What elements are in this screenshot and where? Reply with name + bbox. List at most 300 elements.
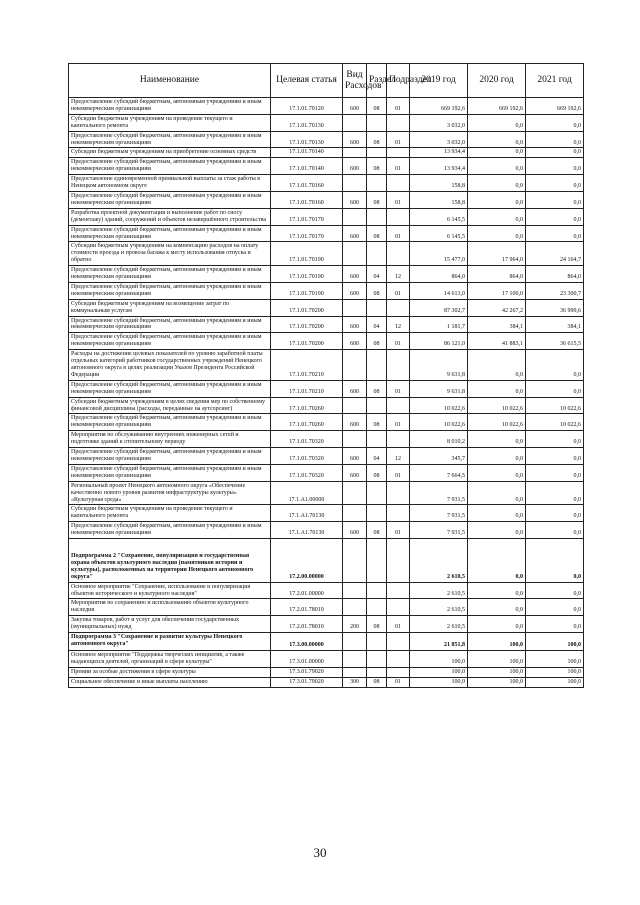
row-expense-type (343, 175, 367, 192)
row-value-2020: 17 964,0 (468, 242, 526, 266)
row-section (367, 582, 387, 599)
row-name: Субсидии бюджетным учреждениям в целях сведения мер по собственному финансовой дисциплины (расходы, переданные на аутсорсинг) (69, 397, 271, 414)
row-value-2021: 100,0 (526, 650, 584, 667)
row-value-2020: 0,0 (468, 350, 526, 381)
row-expense-type: 600 (343, 380, 367, 397)
row-subsection (387, 350, 410, 381)
table-row (69, 505, 584, 522)
row-subsection (387, 208, 410, 225)
row-target-article: 17.1.01.70200 (271, 316, 343, 333)
row-name: Субсидии бюджетным учреждениям на компенсацию расходов на оплату стоимости проезда и провоза багажа к месту использования отпуска и обратно (69, 242, 271, 266)
row-value-2019: 7 931,5 (410, 481, 468, 505)
row-value-2019: 10 022,6 (410, 414, 468, 431)
row-section (367, 242, 387, 266)
row-value-2021: 864,0 (526, 266, 584, 283)
table-row (69, 633, 584, 651)
row-value-2020: 100,0 (468, 667, 526, 677)
row-value-2021: 0,0 (526, 114, 584, 131)
row-value-2019: 864,0 (410, 266, 468, 283)
row-value-2019: 6 145,5 (410, 225, 468, 242)
row-value-2020: 0,0 (468, 539, 526, 583)
row-subsection: 01 (387, 522, 410, 539)
header-row (69, 64, 584, 98)
row-name: Разработка проектной документации и выполнение работ по сносу (демонтажу) зданий, сооружений и объектов незавершённого строительства (69, 208, 271, 225)
row-name: Мероприятия по обслуживанию внутренних инженерных сетей и подготовке зданий к отопительному периоду (69, 431, 271, 448)
table-row (69, 148, 584, 158)
row-target-article: 17.1.01.70170 (271, 225, 343, 242)
row-value-2021: 0,0 (526, 522, 584, 539)
row-name: Субсидии бюджетным учреждениям на проведение текущего и капитального ремонта (69, 114, 271, 131)
row-subsection (387, 650, 410, 667)
row-name: Подпрограмма 3 "Сохранение и развитие культуры Ненецкого автономного округа" (69, 633, 271, 651)
row-name: Субсидии бюджетным учреждениям на возмещение затрат по коммунальным услугам (69, 299, 271, 316)
row-value-2021: 0,0 (526, 175, 584, 192)
row-section: 08 (367, 464, 387, 481)
row-value-2020: 41 883,1 (468, 333, 526, 350)
row-value-2020: 864,0 (468, 266, 526, 283)
table-row (69, 266, 584, 283)
row-subsection (387, 481, 410, 505)
row-section: 08 (367, 414, 387, 431)
row-subsection (387, 431, 410, 448)
row-name: Основное мероприятие "Поддержка творческих инициатив, а также выдающихся деятелей, организаций в сфере культуры" (69, 650, 271, 667)
table-row (69, 114, 584, 131)
row-value-2021: 0,0 (526, 448, 584, 465)
row-value-2021: 0,0 (526, 616, 584, 633)
row-value-2021: 0,0 (526, 225, 584, 242)
row-subsection: 01 (387, 333, 410, 350)
row-section (367, 114, 387, 131)
row-expense-type (343, 397, 367, 414)
row-name: Закупка товаров, работ и услуг для обеспечения государственных (муниципальных) нужд (69, 616, 271, 633)
row-target-article: 17.1.01.70160 (271, 191, 343, 208)
row-expense-type (343, 299, 367, 316)
row-target-article: 17.1.01.70140 (271, 158, 343, 175)
row-value-2019: 669 192,6 (410, 98, 468, 115)
row-section: 08 (367, 522, 387, 539)
row-name: Подпрограмма 2 "Сохранение, популяризация и государственная охрана объектов культурного наследия (памятников истории и культуры), расположенных на территории Ненецкого автономного округа" (69, 539, 271, 583)
row-section (367, 175, 387, 192)
table-row (69, 380, 584, 397)
row-subsection: 01 (387, 616, 410, 633)
table-row (69, 539, 584, 583)
row-section (367, 397, 387, 414)
row-expense-type: 600 (343, 266, 367, 283)
row-name: Предоставление субсидий бюджетным, автономным учреждениям и иным некоммерческим организациям (69, 380, 271, 397)
row-value-2019: 7 931,5 (410, 522, 468, 539)
row-value-2020: 17 100,0 (468, 282, 526, 299)
row-value-2019: 100,0 (410, 667, 468, 677)
row-subsection: 12 (387, 316, 410, 333)
row-value-2021: 36 615,5 (526, 333, 584, 350)
row-subsection: 01 (387, 225, 410, 242)
row-value-2020: 0,0 (468, 158, 526, 175)
row-target-article: 17.1.01.70320 (271, 464, 343, 481)
row-value-2021: 0,0 (526, 464, 584, 481)
row-target-article: 17.1.01.70170 (271, 208, 343, 225)
row-value-2021: 0,0 (526, 380, 584, 397)
row-expense-type (343, 599, 367, 616)
budget-sheet (68, 63, 583, 688)
row-value-2020: 0,0 (468, 505, 526, 522)
row-subsection (387, 505, 410, 522)
row-value-2019: 7 664,5 (410, 464, 468, 481)
table-row (69, 677, 584, 687)
row-value-2020: 0,0 (468, 448, 526, 465)
row-value-2019: 100,0 (410, 650, 468, 667)
row-section (367, 667, 387, 677)
table-row (69, 599, 584, 616)
row-target-article: 17.3.01.00000 (271, 650, 343, 667)
row-value-2019: 158,8 (410, 175, 468, 192)
header-year-2020: 2020 год (468, 64, 526, 98)
row-value-2020: 0,0 (468, 191, 526, 208)
row-name: Расходы на достижение целевых показателей по уровню заработной платы отдельных категорий работников государственных учреждений Ненецкого автономного округа в целях реализации Указов Президента Российской Федерации (69, 350, 271, 381)
header-subsection: Подраздел (387, 64, 410, 98)
row-value-2019: 100,0 (410, 677, 468, 687)
row-value-2021: 0,0 (526, 599, 584, 616)
row-subsection (387, 299, 410, 316)
row-section: 08 (367, 131, 387, 148)
row-name: Премии за особые достижения в сфере культуры (69, 667, 271, 677)
row-value-2021: 0,0 (526, 539, 584, 583)
row-section: 04 (367, 316, 387, 333)
row-expense-type (343, 667, 367, 677)
row-value-2019: 158,8 (410, 191, 468, 208)
row-value-2020: 100,0 (468, 677, 526, 687)
row-name: Предоставление субсидий бюджетным, автономным учреждениям и иным некоммерческим организациям (69, 414, 271, 431)
row-name: Мероприятия по сохранению и использованию объектов культурного наследия (69, 599, 271, 616)
row-expense-type: 600 (343, 225, 367, 242)
row-value-2020: 42 267,2 (468, 299, 526, 316)
row-value-2019: 2 610,5 (410, 582, 468, 599)
row-expense-type (343, 582, 367, 599)
row-section: 08 (367, 616, 387, 633)
row-target-article: 17.1.01.70190 (271, 266, 343, 283)
row-value-2019: 13 934,4 (410, 158, 468, 175)
row-section: 08 (367, 380, 387, 397)
table-row (69, 616, 584, 633)
row-value-2021: 0,0 (526, 148, 584, 158)
row-section (367, 650, 387, 667)
row-subsection (387, 667, 410, 677)
row-subsection: 01 (387, 380, 410, 397)
row-expense-type: 600 (343, 191, 367, 208)
row-value-2021: 0,0 (526, 131, 584, 148)
row-section (367, 505, 387, 522)
table-row (69, 464, 584, 481)
row-value-2019: 8 010,2 (410, 431, 468, 448)
row-section: 04 (367, 266, 387, 283)
row-value-2019: 9 631,8 (410, 380, 468, 397)
row-section: 08 (367, 333, 387, 350)
row-value-2021: 0,0 (526, 582, 584, 599)
row-section: 08 (367, 158, 387, 175)
table-row (69, 448, 584, 465)
row-expense-type (343, 242, 367, 266)
row-target-article: 17.1.01.70210 (271, 380, 343, 397)
row-value-2021: 669 192,6 (526, 98, 584, 115)
row-section (367, 350, 387, 381)
row-value-2020: 0,0 (468, 599, 526, 616)
row-subsection: 01 (387, 158, 410, 175)
table-row (69, 191, 584, 208)
table-row (69, 158, 584, 175)
row-value-2021: 36 999,6 (526, 299, 584, 316)
row-value-2021: 100,0 (526, 677, 584, 687)
row-value-2019: 2 610,5 (410, 539, 468, 583)
row-name: Субсидии бюджетным учреждениям на приобретение основных средств (69, 148, 271, 158)
row-section: 08 (367, 677, 387, 687)
row-value-2019: 7 931,5 (410, 505, 468, 522)
table-row (69, 333, 584, 350)
row-subsection (387, 582, 410, 599)
row-value-2020: 0,0 (468, 114, 526, 131)
header-name: Наименование (69, 64, 271, 98)
row-section (367, 539, 387, 583)
row-subsection (387, 397, 410, 414)
row-value-2020: 0,0 (468, 208, 526, 225)
table-row (69, 582, 584, 599)
row-subsection (387, 114, 410, 131)
row-subsection: 01 (387, 191, 410, 208)
row-expense-type: 600 (343, 414, 367, 431)
row-name: Предоставление субсидий бюджетным, автономным учреждениям и иным некоммерческим организациям (69, 225, 271, 242)
row-target-article: 17.1.01.70260 (271, 397, 343, 414)
row-target-article: 17.1.A1.70130 (271, 505, 343, 522)
row-value-2019: 9 631,8 (410, 350, 468, 381)
row-target-article: 17.2.01.78010 (271, 616, 343, 633)
row-section (367, 481, 387, 505)
row-name: Предоставление субсидий бюджетным, автономным учреждениям и иным некоммерческим организациям (69, 158, 271, 175)
row-name: Предоставление субсидий бюджетным, автономным учреждениям и иным некоммерческим организациям (69, 266, 271, 283)
row-name: Предоставление субсидий бюджетным, автономным учреждениям и иным некоммерческим организациям (69, 522, 271, 539)
table-row (69, 667, 584, 677)
header-section: Раздел (367, 64, 387, 98)
row-expense-type: 600 (343, 282, 367, 299)
header-year-2019: 2019 год (410, 64, 468, 98)
row-subsection (387, 599, 410, 616)
row-value-2020: 0,0 (468, 464, 526, 481)
row-expense-type: 300 (343, 677, 367, 687)
row-value-2020: 10 022,6 (468, 414, 526, 431)
row-target-article: 17.1.01.70140 (271, 148, 343, 158)
row-section (367, 599, 387, 616)
row-name: Предоставление субсидий бюджетным, автономным учреждениям и иным некоммерческим организациям (69, 282, 271, 299)
row-target-article: 17.1.01.70130 (271, 114, 343, 131)
row-target-article: 17.1.01.70320 (271, 448, 343, 465)
row-expense-type: 600 (343, 316, 367, 333)
header-target-article: Целевая статья (271, 64, 343, 98)
row-target-article: 17.1.A1.70130 (271, 522, 343, 539)
row-value-2020: 0,0 (468, 522, 526, 539)
row-value-2020: 100,0 (468, 650, 526, 667)
row-value-2021: 10 022,6 (526, 414, 584, 431)
table-row (69, 225, 584, 242)
row-value-2020: 0,0 (468, 582, 526, 599)
row-target-article: 17.1.01.70190 (271, 282, 343, 299)
row-value-2019: 10 022,6 (410, 397, 468, 414)
row-target-article: 17.1.A1.00000 (271, 481, 343, 505)
row-name: Предоставление единовременной премиальной выплаты за стаж работы в Ненецком автономном округе (69, 175, 271, 192)
row-value-2020: 0,0 (468, 481, 526, 505)
row-target-article: 17.1.01.70120 (271, 98, 343, 115)
row-value-2020: 0,0 (468, 148, 526, 158)
row-expense-type (343, 350, 367, 381)
table-row (69, 282, 584, 299)
row-value-2021: 100,0 (526, 633, 584, 651)
row-section: 08 (367, 191, 387, 208)
row-section (367, 299, 387, 316)
table-row (69, 650, 584, 667)
row-name: Предоставление субсидий бюджетным, автономным учреждениям и иным некоммерческим организациям (69, 333, 271, 350)
row-target-article: 17.3.00.00000 (271, 633, 343, 651)
row-expense-type (343, 148, 367, 158)
row-target-article: 17.1.01.70130 (271, 131, 343, 148)
row-subsection: 12 (387, 448, 410, 465)
table-row (69, 299, 584, 316)
row-target-article: 17.1.01.70260 (271, 414, 343, 431)
row-value-2019: 15 477,0 (410, 242, 468, 266)
row-value-2019: 86 121,0 (410, 333, 468, 350)
row-value-2021: 0,0 (526, 481, 584, 505)
table-row (69, 131, 584, 148)
header-expense-type: Вид Расходов (343, 64, 367, 98)
row-target-article: 17.2.00.00000 (271, 539, 343, 583)
row-expense-type (343, 650, 367, 667)
table-row (69, 208, 584, 225)
row-expense-type: 600 (343, 522, 367, 539)
row-value-2020: 0,0 (468, 380, 526, 397)
row-expense-type: 600 (343, 464, 367, 481)
row-subsection: 01 (387, 282, 410, 299)
row-expense-type (343, 505, 367, 522)
row-target-article: 17.1.01.70200 (271, 333, 343, 350)
row-target-article: 17.1.01.70160 (271, 175, 343, 192)
table-row (69, 98, 584, 115)
row-target-article: 17.2.01.00000 (271, 582, 343, 599)
row-subsection (387, 148, 410, 158)
row-subsection: 01 (387, 414, 410, 431)
row-value-2020: 0,0 (468, 131, 526, 148)
table-row (69, 431, 584, 448)
row-subsection: 01 (387, 131, 410, 148)
row-value-2020: 384,1 (468, 316, 526, 333)
row-name: Предоставление субсидий бюджетным, автономным учреждениям и иным некоммерческим организациям (69, 131, 271, 148)
row-value-2019: 3 032,0 (410, 131, 468, 148)
row-target-article: 17.3.01.79020 (271, 667, 343, 677)
row-expense-type: 600 (343, 333, 367, 350)
row-section: 04 (367, 448, 387, 465)
row-value-2019: 1 181,7 (410, 316, 468, 333)
table-row (69, 175, 584, 192)
row-expense-type (343, 633, 367, 651)
header-year-2021: 2021 год (526, 64, 584, 98)
table-row (69, 316, 584, 333)
table-row (69, 350, 584, 381)
table-row (69, 522, 584, 539)
row-value-2021: 0,0 (526, 191, 584, 208)
row-section: 08 (367, 225, 387, 242)
row-section (367, 148, 387, 158)
row-section (367, 431, 387, 448)
row-value-2020: 0,0 (468, 175, 526, 192)
row-subsection (387, 633, 410, 651)
row-name: Региональный проект Ненецкого автономного округа «Обеспечение качественно нового уровня развития инфраструктуры культуры» «Культурная среда» (69, 481, 271, 505)
row-expense-type: 600 (343, 158, 367, 175)
row-value-2020: 0,0 (468, 431, 526, 448)
row-value-2019: 13 934,4 (410, 148, 468, 158)
row-value-2019: 87 302,7 (410, 299, 468, 316)
table-row (69, 242, 584, 266)
row-expense-type: 600 (343, 98, 367, 115)
row-value-2020: 10 022,6 (468, 397, 526, 414)
row-name: Предоставление субсидий бюджетным, автономным учреждениям и иным некоммерческим организациям (69, 316, 271, 333)
row-expense-type (343, 114, 367, 131)
row-value-2021: 24 164,7 (526, 242, 584, 266)
row-target-article: 17.1.01.70210 (271, 350, 343, 381)
row-name: Предоставление субсидий бюджетным, автономным учреждениям и иным некоммерческим организациям (69, 464, 271, 481)
row-subsection (387, 242, 410, 266)
row-target-article: 17.3.01.79020 (271, 677, 343, 687)
row-value-2019: 3 032,0 (410, 114, 468, 131)
row-name: Социальное обеспечение и иные выплаты населению (69, 677, 271, 687)
row-subsection (387, 539, 410, 583)
row-name: Субсидии бюджетным учреждениям на проведение текущего и капитального ремонта (69, 505, 271, 522)
row-name: Предоставление субсидий бюджетным, автономным учреждениям и иным некоммерческим организациям (69, 98, 271, 115)
row-expense-type (343, 539, 367, 583)
row-subsection: 01 (387, 98, 410, 115)
row-target-article: 17.2.01.78010 (271, 599, 343, 616)
row-value-2021: 10 022,6 (526, 397, 584, 414)
row-target-article: 17.1.01.70200 (271, 299, 343, 316)
row-subsection: 01 (387, 464, 410, 481)
row-value-2020: 669 192,6 (468, 98, 526, 115)
table-row (69, 397, 584, 414)
row-value-2021: 0,0 (526, 431, 584, 448)
row-value-2019: 345,7 (410, 448, 468, 465)
row-expense-type: 600 (343, 131, 367, 148)
row-value-2021: 23 300,7 (526, 282, 584, 299)
table-row (69, 414, 584, 431)
page-number: 30 (313, 845, 327, 860)
row-value-2021: 384,1 (526, 316, 584, 333)
row-section (367, 633, 387, 651)
row-section (367, 208, 387, 225)
table-row (69, 481, 584, 505)
row-name: Предоставление субсидий бюджетным, автономным учреждениям и иным некоммерческим организациям (69, 191, 271, 208)
row-target-article: 17.1.01.70190 (271, 242, 343, 266)
row-value-2021: 0,0 (526, 505, 584, 522)
row-target-article: 17.1.01.70320 (271, 431, 343, 448)
row-value-2021: 0,0 (526, 158, 584, 175)
row-subsection (387, 175, 410, 192)
row-value-2021: 0,0 (526, 208, 584, 225)
row-value-2021: 0,0 (526, 350, 584, 381)
row-value-2019: 2 610,5 (410, 599, 468, 616)
row-expense-type: 200 (343, 616, 367, 633)
row-expense-type (343, 481, 367, 505)
row-value-2020: 0,0 (468, 225, 526, 242)
row-expense-type (343, 208, 367, 225)
row-name: Предоставление субсидий бюджетным, автономным учреждениям и иным некоммерческим организациям (69, 448, 271, 465)
row-value-2019: 21 851,8 (410, 633, 468, 651)
row-value-2019: 2 610,5 (410, 616, 468, 633)
row-value-2020: 100,0 (468, 633, 526, 651)
budget-table (68, 63, 584, 688)
row-value-2021: 100,0 (526, 667, 584, 677)
row-expense-type: 600 (343, 448, 367, 465)
